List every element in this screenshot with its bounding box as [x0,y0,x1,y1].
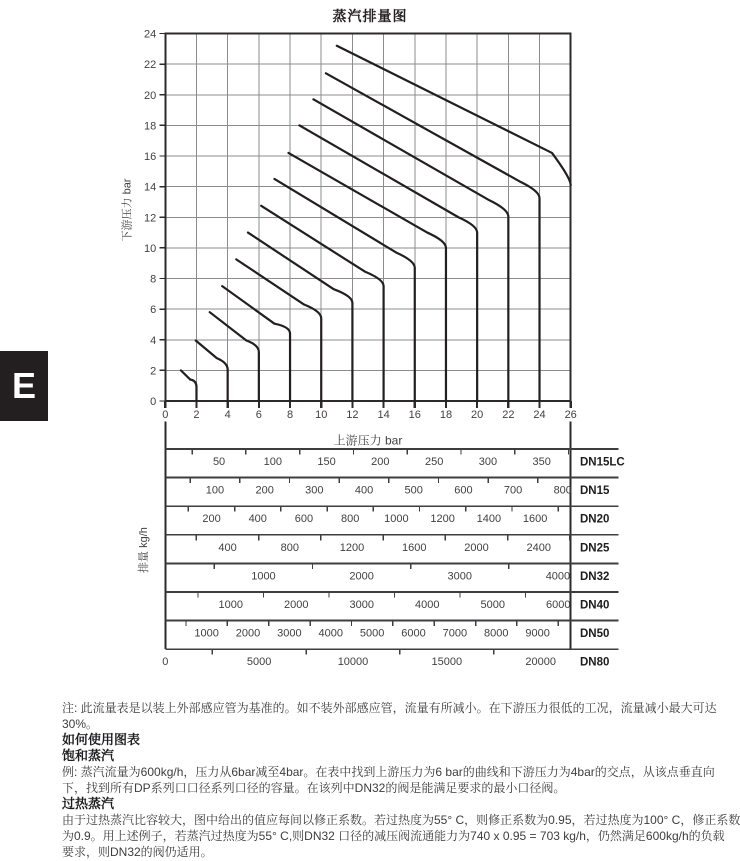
capacity-curve-11 [313,99,508,401]
flow-value-label: 1400 [476,513,502,526]
flow-value-label: 6000 [546,599,571,611]
flow-value-label: 600 [294,513,314,526]
x-axis [162,401,577,421]
flow-value-label: 400 [248,513,267,526]
note-line: 要求，则DN32的阀仍适用。 [62,845,213,859]
x-tick-label: 0 [162,409,169,421]
table-row-dn20 [188,506,609,526]
capacity-curves [181,46,571,401]
table-header-upstream-pressure: 上游压力 bar [333,433,403,448]
table-row-dn50 [186,621,609,641]
flow-value-label: 1600 [522,513,548,526]
capacity-curve-1 [181,370,197,401]
chart-title: 蒸汽排量图 [332,8,408,24]
y-tick-label: 0 [150,396,157,408]
y-axis-title: 下游压力 bar [121,178,134,242]
x-tick-label: 12 [346,409,359,421]
dn-label: DN15LC [580,456,625,469]
flow-value-label: 100 [205,484,225,497]
y-tick-label: 6 [150,304,157,317]
y-tick-label: 12 [144,212,157,225]
capacity-curve-4 [222,286,290,401]
y-tick-label: 16 [144,151,157,163]
flow-value-label: 200 [255,484,274,497]
flow-value-label: 4000 [415,599,440,611]
flow-value-label: 1600 [402,541,427,554]
flow-value-label: 50 [212,456,226,468]
table-row-dn32 [214,563,609,583]
flow-value-label: 3000 [349,599,375,611]
dn-label: DN40 [580,599,610,612]
flow-value-label: 700 [503,484,523,497]
section-heading: 如何使用图表 [62,732,141,747]
table-row-dn15 [190,478,610,498]
flow-value-label: 2000 [284,599,309,611]
flow-value-label: 5000 [246,656,272,669]
flow-value-label: 250 [424,456,444,468]
flow-value-label: 400 [354,484,374,497]
flow-value-label: 300 [478,456,498,468]
dn-label: DN25 [580,542,610,555]
flow-value-label: 800 [280,541,299,554]
capacity-curve-10 [299,125,477,401]
flow-value-label: 150 [317,456,336,468]
x-tick-label: 20 [471,409,484,421]
x-tick-label: 2 [193,409,200,421]
flow-value-label: 7000 [442,627,468,640]
flow-value-label: 6000 [401,627,426,640]
flow-value-label: 350 [532,456,551,468]
flow-value-label: 2000 [235,627,261,640]
dn-label: DN80 [580,656,610,669]
x-tick-label: 14 [377,409,390,421]
flow-value-label: 500 [404,484,423,497]
capacity-curve-9 [288,153,445,401]
flow-value-label: 8000 [483,627,509,640]
y-tick-label: 22 [144,59,157,72]
dn-label: DN20 [580,513,610,526]
x-tick-label: 26 [564,409,577,421]
section-tab-label: E [11,365,36,406]
x-tick-label: 22 [502,409,515,421]
y-tick-label: 24 [144,28,157,41]
flow-value-label: 1000 [218,599,244,611]
section-heading: 饱和蒸汽 [62,748,115,763]
flow-value-label: 10000 [337,656,369,669]
flow-value-label: 3000 [447,570,473,583]
table-row-dn15lc [192,449,625,469]
y-tick-label: 4 [150,334,157,347]
y-axis [144,29,165,409]
flow-value-label: 100 [263,456,283,468]
flow-value-label: 1200 [339,541,365,554]
note-line: 为0.9。用上述例子，若蒸汽过热度为55° C,则DN32 口径的减压阀流通能力为740 x 0.95 = 703 kg/h，仍然满足600kg/h的负载 [62,829,725,843]
flow-value-label: 20000 [525,656,556,669]
x-tick-label: 4 [224,409,231,421]
capacity-curve-3 [210,312,259,401]
table-row-dn25 [196,535,610,555]
flow-value-label: 600 [454,484,473,497]
x-tick-label: 24 [533,409,546,421]
flow-value-label: 2400 [526,541,552,554]
flow-value-label: 300 [305,484,324,497]
table-row-dn80 [162,649,609,669]
usage-notes [62,700,740,860]
y-tick-label: 18 [144,120,157,133]
x-tick-label: 10 [315,409,328,421]
y-tick-label: 2 [150,365,157,378]
table-row-dn40 [198,592,609,612]
y-tick-label: 14 [144,181,157,194]
dn-label: DN50 [580,628,610,641]
flow-value-label: 4000 [318,627,344,640]
section-heading: 过热蒸汽 [62,796,115,811]
capacity-curve-13 [337,46,571,185]
flow-value-label: 3000 [277,627,302,640]
flow-value-label: 5000 [359,627,385,640]
capacity-curve-5 [236,259,321,401]
flow-value-label: 200 [202,513,221,526]
flow-value-label: 1000 [251,570,276,583]
note-line: 注: 此流量表是以装上外部感应管为基准的。如不装外部感应管，流量有所减小。在下游压力很低的工况，流量减小最大可达 [62,701,717,715]
dn-label: DN15 [580,485,610,498]
x-tick-label: 8 [286,409,294,421]
flow-value-label: 1000 [384,513,409,526]
note-line: 例: 蒸汽流量为600kg/h，压力从6bar减至4bar。在表中找到上游压力为6 bar的曲线和下游压力为4bar的交点，从该点垂直向 [62,765,715,779]
flow-value-label: 1200 [430,513,455,526]
flow-value-label: 2000 [349,570,374,583]
flow-value-label: 4000 [545,570,571,583]
flow-value-label: 0 [162,656,169,669]
note-line: 30%。 [62,717,99,731]
flow-axis-title: 排量 kg/h [138,527,150,573]
x-tick-label: 18 [439,409,453,421]
dn-label: DN32 [580,570,610,583]
note-line: 下，找到所有DP系列口口径系列口径的容量。在该列中DN32的阀是能满足要求的最小口径阀。 [62,781,566,795]
flow-value-label: 800 [341,513,360,526]
flow-value-label: 400 [218,541,237,554]
y-tick-label: 10 [144,242,157,255]
x-tick-label: 6 [255,409,262,421]
flow-value-label: 1000 [194,627,219,640]
flow-value-label: 15000 [431,656,463,669]
flow-value-label: 800 [553,484,572,497]
x-tick-label: 16 [408,409,421,421]
capacity-table [162,421,624,668]
y-tick-label: 8 [150,273,157,286]
flow-value-label: 200 [371,456,390,468]
y-tick-label: 20 [144,89,157,102]
grid-lines [165,34,570,402]
flow-value-label: 9000 [525,627,550,640]
section-tab-e [0,351,48,421]
note-line: 由于过热蒸汽比容较大，图中给出的值应每间以修正系数。若过热度为55° C，则修正系数为0.95，若过热度为100° C，修正系数 [62,813,740,827]
flow-value-label: 2000 [464,541,489,554]
flow-value-label: 5000 [480,599,506,611]
